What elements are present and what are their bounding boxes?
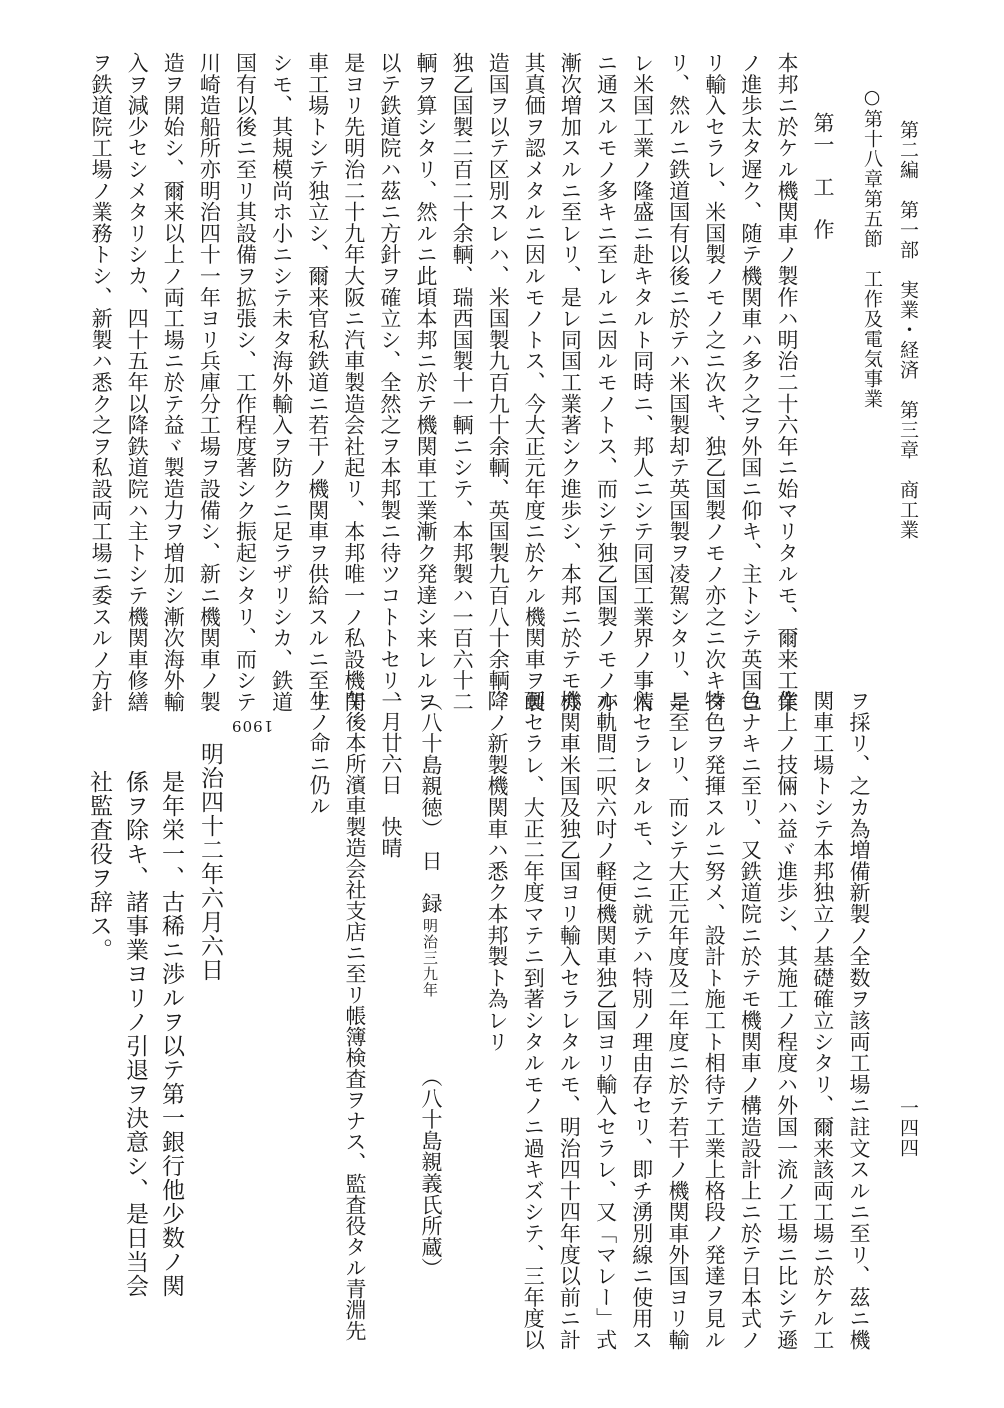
text-column: 造国ヲ以テ区別スレハ、米国製九百九十余輌、英国製九百八十余輌、 (486, 52, 511, 713)
text-column: 其真価ヲ認メタルニ因ルモノトス、今大正元年度ニ於ケル機関車ヲ製 (522, 52, 547, 713)
diary-line: 午後本所濱車製造会社支店ニ至リ帳簿検査ヲナス、監査役タル青淵先 (343, 690, 367, 1341)
text-column: ニ至レリ、而シテ大正元年度及二年度ニ於テ若干ノ機関車外国ヨリ輸 (666, 690, 690, 1351)
record-line: 社監査役ヲ辞ス。 (86, 770, 112, 962)
text-column: 輌ヲ算シタリ、然ルニ此頃本邦ニ於テ機関車工業漸ク発達シ来レルヲ (414, 52, 438, 713)
diary-line: 生ノ命ニ仍ル (307, 690, 331, 816)
text-column: シモ、其規模尚ホ小ニシテ未タ海外輸入ヲ防クニ足ラザリシカ、鉄道 (269, 52, 294, 713)
diary-line: 一月廿六日 快晴 (379, 690, 403, 858)
text-column: 画セラレ、大正二年度マテニ到著シタルモノニ過キズシテ、三年度以 (521, 690, 546, 1351)
text-column: レ米国工業ノ隆盛ニ赴キタルト同時ニ、邦人ニシテ同国工業界ノ事情 (630, 52, 655, 713)
text-column: 独乙国製二百二十余輌、瑞西国製十一輌ニシテ、本邦製ハ一百六十二 (450, 52, 475, 713)
page-number: 一四四 (897, 1098, 919, 1158)
text-column: 川崎造船所亦明治四十一年ヨリ兵庫分工場ヲ設備シ、新ニ機関車ノ製 (197, 52, 222, 713)
text-column: 降ノ新製機関車ハ悉ク本邦製ト為レリ (485, 690, 509, 1053)
text-column: 入セラレタルモ、之ニ就テハ特別ノ理由存セリ、即チ湧別線ニ使用ス (629, 690, 654, 1351)
running-head: 第二編 第一部 実業・経済 第三章 商工業 (897, 120, 919, 540)
text-column: 特色ヲ発揮スルニ努メ、設計ト施工ト相待テ工業上格段ノ発達ヲ見ル (702, 690, 727, 1351)
text-column: リ輸入セラレ、米国製ノモノ之ニ次キ、独乙国製ノモノ亦之ニ次キタ (702, 52, 727, 713)
text-column: 造ヲ開始シ、爾来以上ノ両工場ニ於テ益ヾ製造力ヲ増加シ漸次海外輸 (161, 52, 186, 713)
section-heading: ○第十八章第五節 工作及電気事業 (861, 86, 883, 409)
text-column: 車工場トシテ独立シ、爾来官私鉄道ニ若干ノ機関車ヲ供給スルニ至リ (305, 52, 330, 713)
text-column: 是ヨリ先明治二十九年大阪ニ汽車製造会社起リ、本邦唯一ノ私設機関 (341, 52, 366, 713)
text-column: ヲ鉄道院工場ノ業務トシ、新製ハ悉ク之ヲ私設両工場ニ委スルノ方針 (89, 52, 114, 713)
record-date: 明治四十二年六月六日 (197, 742, 223, 982)
text-column: 以テ鉄道院ハ茲ニ方針ヲ確立シ、全然之ヲ本邦製ニ待ツコトトセリ、 (377, 52, 402, 713)
section-subheading: 第一 工 作 (811, 112, 835, 240)
text-column: ル軌間二呎六吋ノ軽便機関車独乙国ヨリ輸入セラレ、又「マレー」式 (593, 690, 618, 1351)
text-column: 作上ノ技倆ハ益ヾ進歩シ、其施工ノ程度ハ外国一流ノ工場ニ比シテ遜 (774, 690, 799, 1351)
text-column: ヲ採リ、之カ為増備新製ノ全数ヲ該両工場ニ註文スルニ至リ、茲ニ機 (847, 690, 871, 1351)
western-year: 1909 (231, 717, 274, 735)
text-column: 漸次増加スルニ至レリ、是レ同国工業著シク進歩シ、本邦ニ於テモ亦 (558, 52, 583, 713)
record-line: 係ヲ除キ、諸事業ヨリノ引退ヲ決意シ、是日当会 (122, 770, 148, 1298)
text-column: 色ナキニ至リ、又鉄道院ニ於テモ機関車ノ構造設計上ニ於テ日本式ノ (738, 690, 763, 1351)
text-column: リ、然ルニ鉄道国有以後ニ於テハ米国製却テ英国製ヲ凌駕シタリ、是 (666, 52, 691, 713)
text-column: 関車工場トシテ本邦独立ノ基礎確立シタリ、爾来該両工場ニ於ケル工 (810, 690, 835, 1351)
diary-title: （八十島親徳） 日 録 (419, 690, 443, 914)
text-column: 入ヲ減少セシメタリシカ、四十五年以降鉄道院ハ主トシテ機関車修繕 (125, 52, 150, 713)
text-column: ノ進歩太タ遅ク、随テ機関車ハ多ク之ヲ外国ニ仰キ、主トシテ英国ヨ (738, 52, 763, 713)
record-line: 是年栄一、古稀ニ渉ルヲ以テ第一銀行他少数ノ関 (158, 770, 184, 1298)
text-column: 機関車米国及独乙国ヨリ輸入セラレタルモ、明治四十四年度以前ニ計 (557, 690, 582, 1351)
diary-era-note: 明治三九年 (421, 918, 439, 998)
text-column: ニ通スルモノ多キニ至レルニ因ルモノトス、而シテ独乙国製ノモノ亦 (594, 52, 619, 713)
diary-source: （八十島親義氏所蔵） (419, 1066, 443, 1279)
text-column: 国有以後ニ至リ其設備ヲ拡張シ、工作程度著シク振起シタリ、而シテ (233, 52, 258, 713)
text-column: 本邦ニ於ケル機関車ノ製作ハ明治二十六年ニ始マリタルモ、爾来工業 (775, 52, 799, 713)
